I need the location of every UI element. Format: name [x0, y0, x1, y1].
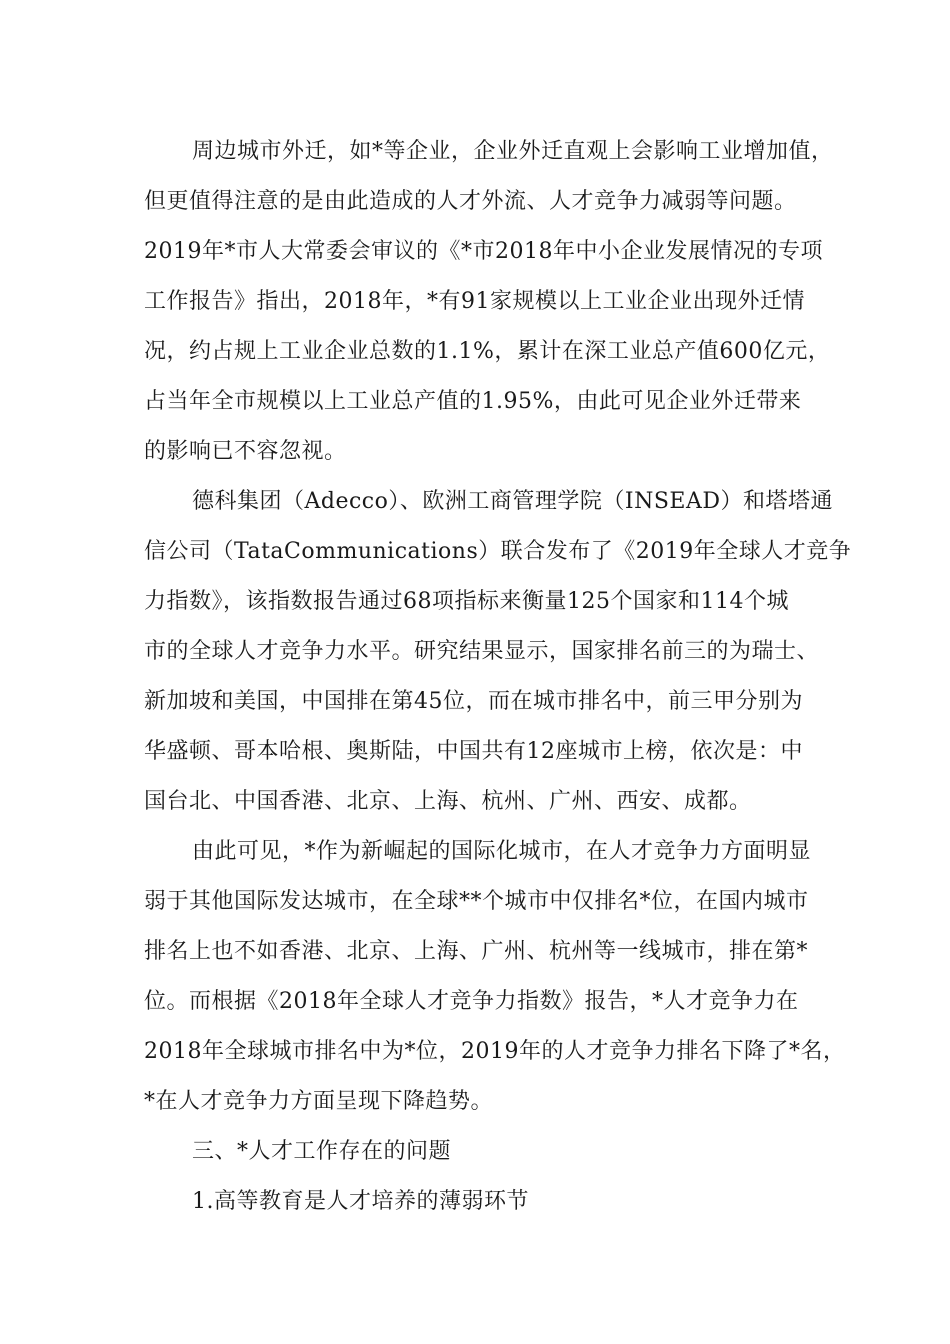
paragraph-1-line-1: 周边城市外迁，如*等企业，企业外迁直观上会影响工业增加值，: [192, 139, 834, 164]
subsection-heading: 1.高等教育是人才培养的薄弱环节: [192, 1189, 529, 1214]
paragraph-2-line-4: 市的全球人才竞争力水平。研究结果显示，国家排名前三的为瑞士、: [144, 639, 820, 664]
paragraph-2-line-2: 信公司（TataCommunications）联合发布了《2019年全球人才竞争: [144, 539, 852, 564]
paragraph-3-line-2: 弱于其他国际发达城市，在全球**个城市中仅排名*位，在国内城市: [144, 889, 809, 914]
paragraph-2-line-3: 力指数》，该指数报告通过68项指标来衡量125个国家和114个城: [144, 589, 789, 614]
paragraph-3-line-1: 由此可见，*作为新崛起的国际化城市，在人才竞争力方面明显: [192, 839, 812, 864]
paragraph-1-line-7: 的影响已不容忽视。: [144, 439, 347, 464]
paragraph-3-line-5: 2018年全球城市排名中为*位，2019年的人才竞争力排名下降了*名，: [144, 1039, 846, 1064]
section-heading: 三、*人才工作存在的问题: [192, 1139, 452, 1164]
paragraph-3-line-6: *在人才竞争力方面呈现下降趋势。: [144, 1089, 494, 1114]
paragraph-1-line-4: 工作报告》指出，2018年，*有91家规模以上工业企业出现外迁情: [144, 289, 805, 314]
paragraph-1-line-6: 占当年全市规模以上工业总产值的1.95%，由此可见企业外迁带来: [144, 389, 802, 414]
paragraph-1-line-2: 但更值得注意的是由此造成的人才外流、人才竞争力减弱等问题。: [144, 189, 797, 214]
paragraph-3-line-3: 排名上也不如香港、北京、上海、广州、杭州等一线城市，排在第*: [144, 939, 809, 964]
paragraph-1-line-3: 2019年*市人大常委会审议的《*市2018年中小企业发展情况的专项: [144, 239, 823, 264]
paragraph-2-line-1: 德科集团（Adecco）、欧洲工商管理学院（INSEAD）和塔塔通: [192, 489, 833, 514]
paragraph-2-line-7: 国台北、中国香港、北京、上海、杭州、广州、西安、成都。: [144, 789, 752, 814]
paragraph-2-line-5: 新加坡和美国，中国排在第45位，而在城市排名中，前三甲分别为: [144, 689, 803, 714]
paragraph-1-line-5: 况，约占规上工业企业总数的1.1%，累计在深工业总产值600亿元，: [144, 339, 831, 364]
paragraph-3-line-4: 位。而根据《2018年全球人才竞争力指数》报告，*人才竞争力在: [144, 989, 799, 1014]
paragraph-2-line-6: 华盛顿、哥本哈根、奥斯陆，中国共有12座城市上榜，依次是：中: [144, 739, 803, 764]
